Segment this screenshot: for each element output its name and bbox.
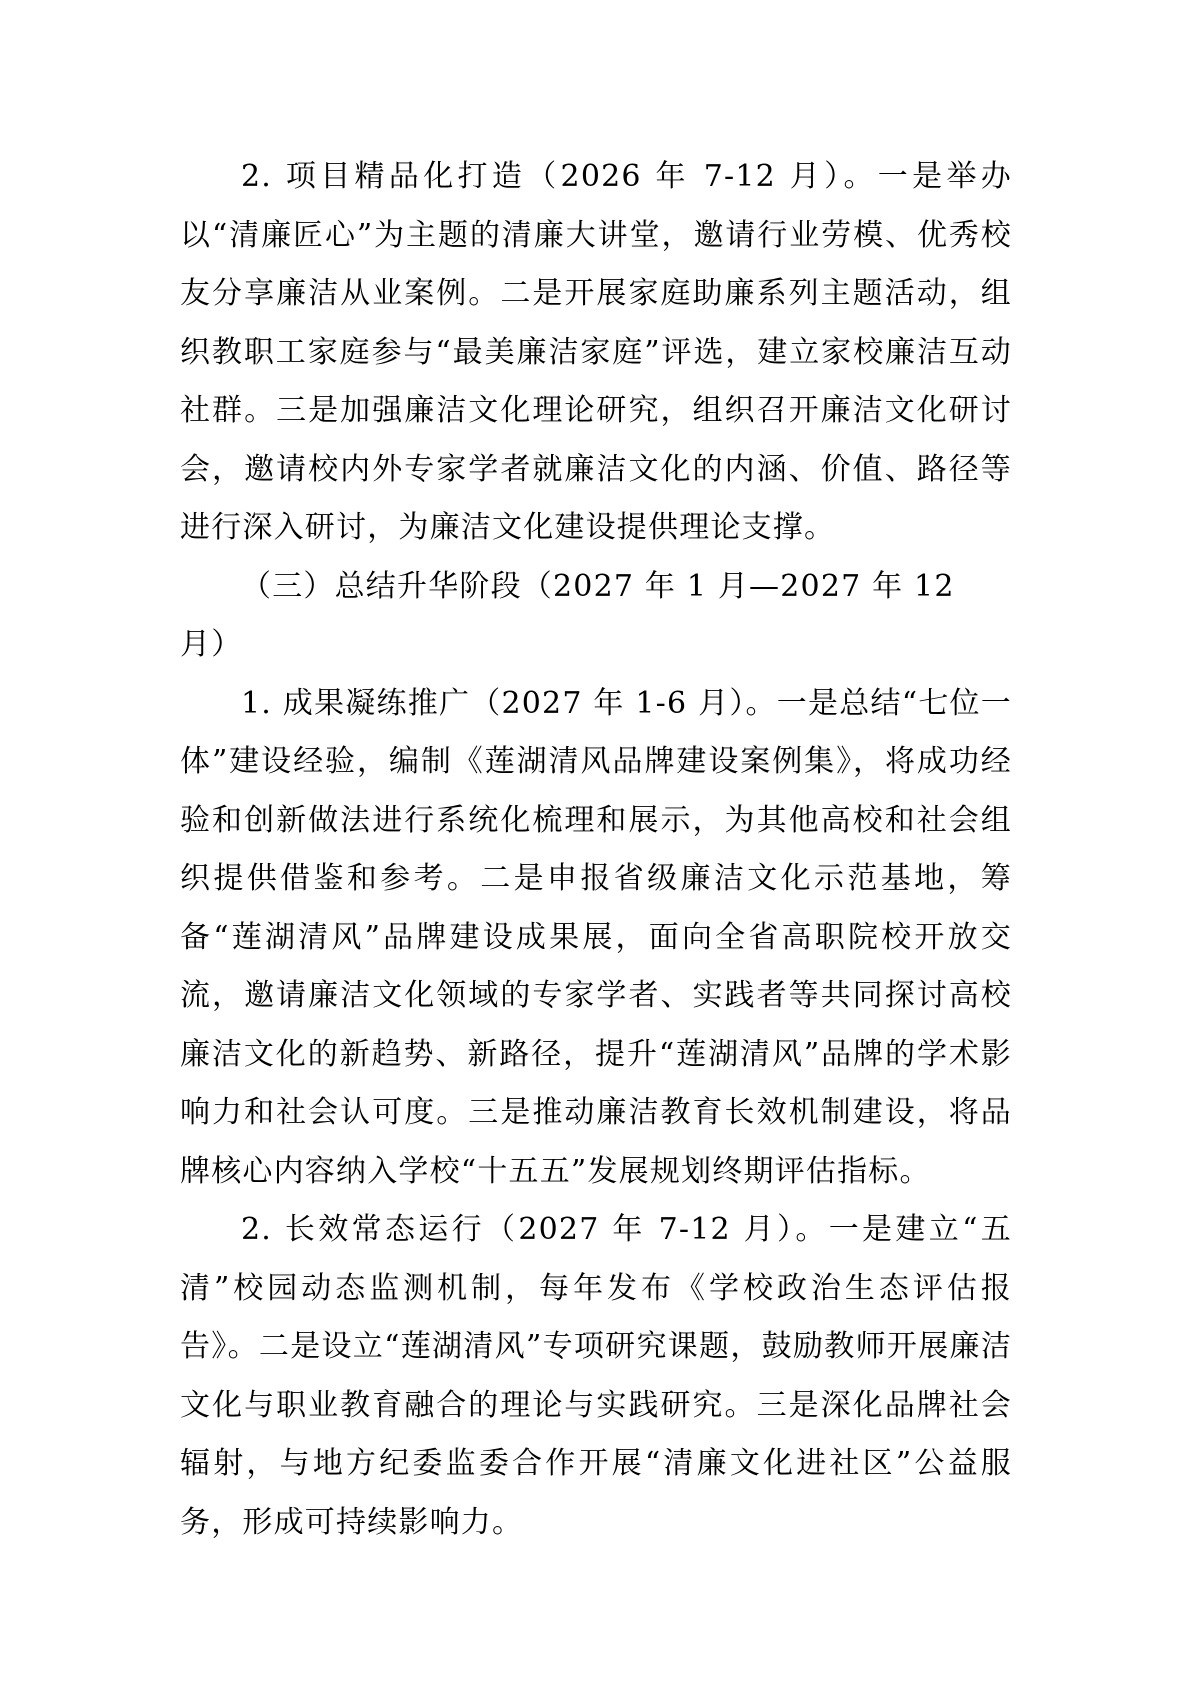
section-heading-summary-stage: （三）总结升华阶段（2027 年 1 月—2027 年 12 月） <box>180 568 955 662</box>
paragraph-results-promotion: 1. 成果凝练推广（2027 年 1-6 月）。一是总结“七位一体”建设经验，编制《莲湖清风品牌建设案例集》，将成功经验和创新做法进行系统化梳理和展示，为其他高校和社会组织提供借鉴和参考。二是申报省级廉洁文化示范基地，筹备“莲湖清风”品牌建设成果展，面向全省高职院校开放交流，邀请廉洁文化领域的专家学者、实践者等共同探讨高校廉洁文化的新趋势、新路径，提升“莲湖清风”品牌的学术影响力和社会认可度。三是推动廉洁教育长效机制建设，将品牌核心内容纳入学校“十五五”发展规划终期评估指标。 <box>180 685 1012 1189</box>
paragraph-project-refinement: 2. 项目精品化打造（2026 年 7-12 月）。一是举办以“清廉匠心”为主题的清廉大讲堂，邀请行业劳模、优秀校友分享廉洁从业案例。二是开展家庭助廉系列主题活动，组织教职工家庭参与“最美廉洁家庭”评选，建立家校廉洁互动社群。三是加强廉洁文化理论研究，组织召开廉洁文化研讨会，邀请校内外专家学者就廉洁文化的内涵、价值、路径等进行深入研讨，为廉洁文化建设提供理论支撑。 <box>180 159 1012 545</box>
document-body <box>180 148 1012 1552</box>
paragraph-long-term-operation: 2. 长效常态运行（2027 年 7-12 月）。一是建立“五清”校园动态监测机制，每年发布《学校政治生态评估报告》。二是设立“莲湖清风”专项研究课题，鼓励教师开展廉洁文化与职业教育融合的理论与实践研究。三是深化品牌社会辐射，与地方纪委监委合作开展“清廉文化进社区”公益服务，形成可持续影响力。 <box>180 1212 1012 1540</box>
